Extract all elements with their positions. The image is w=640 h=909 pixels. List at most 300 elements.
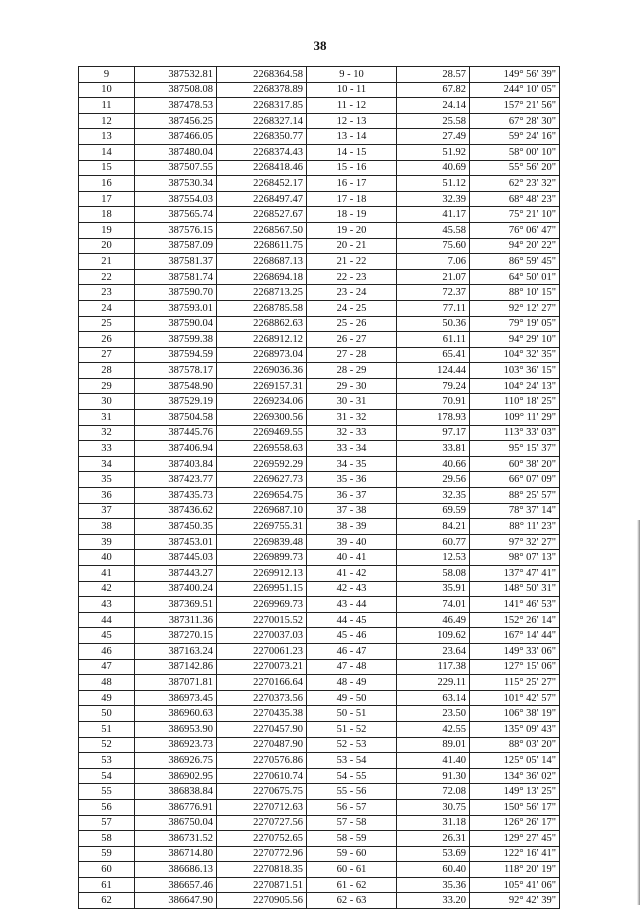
length-cell: 53.69 — [397, 846, 470, 862]
point-number-cell: 19 — [79, 222, 135, 238]
bearing-angle-cell: 92° 12' 27" — [470, 300, 560, 316]
y-coordinate-cell: 2268452.17 — [217, 176, 307, 192]
bearing-angle-cell: 105° 41' 06" — [470, 877, 560, 893]
x-coordinate-cell: 386953.90 — [135, 721, 217, 737]
segment-cell: 32 - 33 — [307, 425, 397, 441]
length-cell: 65.41 — [397, 347, 470, 363]
bearing-angle-cell: 88° 10' 15" — [470, 285, 560, 301]
segment-cell: 31 - 32 — [307, 410, 397, 426]
bearing-angle-cell: 127° 15' 06" — [470, 659, 560, 675]
table-row — [79, 441, 560, 457]
y-coordinate-cell: 2270905.56 — [217, 893, 307, 909]
y-coordinate-cell: 2268364.58 — [217, 67, 307, 83]
length-cell: 178.93 — [397, 410, 470, 426]
y-coordinate-cell: 2270675.75 — [217, 784, 307, 800]
segment-cell: 24 - 25 — [307, 300, 397, 316]
x-coordinate-cell: 387504.58 — [135, 410, 217, 426]
length-cell: 40.69 — [397, 160, 470, 176]
x-coordinate-cell: 387443.27 — [135, 566, 217, 582]
bearing-angle-cell: 148° 50' 31" — [470, 581, 560, 597]
x-coordinate-cell: 386973.45 — [135, 690, 217, 706]
length-cell: 23.50 — [397, 706, 470, 722]
bearing-angle-cell: 135° 09' 43" — [470, 721, 560, 737]
y-coordinate-cell: 2268418.46 — [217, 160, 307, 176]
y-coordinate-cell: 2268567.50 — [217, 222, 307, 238]
segment-cell: 36 - 37 — [307, 488, 397, 504]
y-coordinate-cell: 2270610.74 — [217, 768, 307, 784]
length-cell: 72.08 — [397, 784, 470, 800]
length-cell: 32.39 — [397, 191, 470, 207]
bearing-angle-cell: 60° 38' 20" — [470, 456, 560, 472]
y-coordinate-cell: 2270015.52 — [217, 612, 307, 628]
point-number-cell: 10 — [79, 82, 135, 98]
x-coordinate-cell: 387599.38 — [135, 332, 217, 348]
y-coordinate-cell: 2270772.96 — [217, 846, 307, 862]
point-number-cell: 33 — [79, 441, 135, 457]
length-cell: 79.24 — [397, 378, 470, 394]
bearing-angle-cell: 94° 20' 22" — [470, 238, 560, 254]
y-coordinate-cell: 2269654.75 — [217, 488, 307, 504]
point-number-cell: 38 — [79, 519, 135, 535]
point-number-cell: 35 — [79, 472, 135, 488]
table-row — [79, 347, 560, 363]
y-coordinate-cell: 2269558.63 — [217, 441, 307, 457]
y-coordinate-cell: 2269687.10 — [217, 503, 307, 519]
length-cell: 51.12 — [397, 176, 470, 192]
length-cell: 97.17 — [397, 425, 470, 441]
bearing-angle-cell: 88° 03' 20" — [470, 737, 560, 753]
point-number-cell: 54 — [79, 768, 135, 784]
point-number-cell: 40 — [79, 550, 135, 566]
point-number-cell: 60 — [79, 862, 135, 878]
bearing-angle-cell: 122° 16' 41" — [470, 846, 560, 862]
length-cell: 109.62 — [397, 628, 470, 644]
table-row — [79, 456, 560, 472]
x-coordinate-cell: 386686.13 — [135, 862, 217, 878]
x-coordinate-cell: 386838.84 — [135, 784, 217, 800]
point-number-cell: 50 — [79, 706, 135, 722]
segment-cell: 39 - 40 — [307, 534, 397, 550]
table-row — [79, 425, 560, 441]
segment-cell: 47 - 48 — [307, 659, 397, 675]
point-number-cell: 46 — [79, 643, 135, 659]
x-coordinate-cell: 387311.36 — [135, 612, 217, 628]
bearing-angle-cell: 150° 56' 17" — [470, 799, 560, 815]
segment-cell: 17 - 18 — [307, 191, 397, 207]
table-row — [79, 488, 560, 504]
bearing-angle-cell: 104° 32' 35" — [470, 347, 560, 363]
bearing-angle-cell: 64° 50' 01" — [470, 269, 560, 285]
point-number-cell: 27 — [79, 347, 135, 363]
table-row — [79, 612, 560, 628]
point-number-cell: 26 — [79, 332, 135, 348]
segment-cell: 51 - 52 — [307, 721, 397, 737]
table-row — [79, 332, 560, 348]
point-number-cell: 51 — [79, 721, 135, 737]
table-row — [79, 394, 560, 410]
y-coordinate-cell: 2270373.56 — [217, 690, 307, 706]
length-cell: 91.30 — [397, 768, 470, 784]
segment-cell: 35 - 36 — [307, 472, 397, 488]
segment-cell: 43 - 44 — [307, 597, 397, 613]
length-cell: 41.17 — [397, 207, 470, 223]
point-number-cell: 36 — [79, 488, 135, 504]
y-coordinate-cell: 2268687.13 — [217, 254, 307, 270]
y-coordinate-cell: 2269157.31 — [217, 378, 307, 394]
y-coordinate-cell: 2270712.63 — [217, 799, 307, 815]
length-cell: 229.11 — [397, 675, 470, 691]
table-row — [79, 285, 560, 301]
bearing-angle-cell: 106° 38' 19" — [470, 706, 560, 722]
y-coordinate-cell: 2268317.85 — [217, 98, 307, 114]
length-cell: 30.75 — [397, 799, 470, 815]
y-coordinate-cell: 2268785.58 — [217, 300, 307, 316]
segment-cell: 10 - 11 — [307, 82, 397, 98]
length-cell: 46.49 — [397, 612, 470, 628]
table-row — [79, 160, 560, 176]
segment-cell: 60 - 61 — [307, 862, 397, 878]
x-coordinate-cell: 387507.55 — [135, 160, 217, 176]
x-coordinate-cell: 387453.01 — [135, 534, 217, 550]
point-number-cell: 42 — [79, 581, 135, 597]
bearing-angle-cell: 59° 24' 16" — [470, 129, 560, 145]
x-coordinate-cell: 387369.51 — [135, 597, 217, 613]
bearing-angle-cell: 67° 28' 30" — [470, 113, 560, 129]
bearing-angle-cell: 95° 15' 37" — [470, 441, 560, 457]
x-coordinate-cell: 387445.76 — [135, 425, 217, 441]
length-cell: 31.18 — [397, 815, 470, 831]
segment-cell: 44 - 45 — [307, 612, 397, 628]
segment-cell: 37 - 38 — [307, 503, 397, 519]
segment-cell: 55 - 56 — [307, 784, 397, 800]
table-row — [79, 628, 560, 644]
segment-cell: 23 - 24 — [307, 285, 397, 301]
x-coordinate-cell: 387403.84 — [135, 456, 217, 472]
x-coordinate-cell: 387529.19 — [135, 394, 217, 410]
table-row — [79, 862, 560, 878]
point-number-cell: 55 — [79, 784, 135, 800]
length-cell: 35.36 — [397, 877, 470, 893]
point-number-cell: 34 — [79, 456, 135, 472]
x-coordinate-cell: 386750.04 — [135, 815, 217, 831]
y-coordinate-cell: 2270073.21 — [217, 659, 307, 675]
bearing-angle-cell: 66° 07' 09" — [470, 472, 560, 488]
table-row — [79, 721, 560, 737]
y-coordinate-cell: 2269627.73 — [217, 472, 307, 488]
x-coordinate-cell: 386960.63 — [135, 706, 217, 722]
segment-cell: 22 - 23 — [307, 269, 397, 285]
table-row — [79, 893, 560, 909]
segment-cell: 52 - 53 — [307, 737, 397, 753]
y-coordinate-cell: 2269951.15 — [217, 581, 307, 597]
x-coordinate-cell: 386776.91 — [135, 799, 217, 815]
segment-cell: 53 - 54 — [307, 753, 397, 769]
x-coordinate-cell: 386714.80 — [135, 846, 217, 862]
point-number-cell: 59 — [79, 846, 135, 862]
table-row — [79, 363, 560, 379]
x-coordinate-cell: 387163.24 — [135, 643, 217, 659]
y-coordinate-cell: 2268374.43 — [217, 144, 307, 160]
segment-cell: 15 - 16 — [307, 160, 397, 176]
point-number-cell: 45 — [79, 628, 135, 644]
table-row — [79, 269, 560, 285]
x-coordinate-cell: 387530.34 — [135, 176, 217, 192]
point-number-cell: 30 — [79, 394, 135, 410]
bearing-angle-cell: 78° 37' 14" — [470, 503, 560, 519]
x-coordinate-cell: 387445.03 — [135, 550, 217, 566]
segment-cell: 42 - 43 — [307, 581, 397, 597]
bearing-angle-cell: 101° 42' 57" — [470, 690, 560, 706]
length-cell: 117.38 — [397, 659, 470, 675]
length-cell: 45.58 — [397, 222, 470, 238]
y-coordinate-cell: 2270576.86 — [217, 753, 307, 769]
x-coordinate-cell: 387406.94 — [135, 441, 217, 457]
length-cell: 24.14 — [397, 98, 470, 114]
segment-cell: 25 - 26 — [307, 316, 397, 332]
bearing-angle-cell: 125° 05' 14" — [470, 753, 560, 769]
y-coordinate-cell: 2268350.77 — [217, 129, 307, 145]
length-cell: 21.07 — [397, 269, 470, 285]
bearing-angle-cell: 137° 47' 41" — [470, 566, 560, 582]
y-coordinate-cell: 2269839.48 — [217, 534, 307, 550]
x-coordinate-cell: 387587.09 — [135, 238, 217, 254]
segment-cell: 54 - 55 — [307, 768, 397, 784]
y-coordinate-cell: 2269469.55 — [217, 425, 307, 441]
y-coordinate-cell: 2268497.47 — [217, 191, 307, 207]
length-cell: 60.77 — [397, 534, 470, 550]
segment-cell: 62 - 63 — [307, 893, 397, 909]
y-coordinate-cell: 2268611.75 — [217, 238, 307, 254]
point-number-cell: 53 — [79, 753, 135, 769]
length-cell: 77.11 — [397, 300, 470, 316]
y-coordinate-cell: 2268713.25 — [217, 285, 307, 301]
x-coordinate-cell: 387466.05 — [135, 129, 217, 145]
bearing-angle-cell: 76° 06' 47" — [470, 222, 560, 238]
x-coordinate-cell: 387480.04 — [135, 144, 217, 160]
point-number-cell: 44 — [79, 612, 135, 628]
length-cell: 63.14 — [397, 690, 470, 706]
table-row — [79, 254, 560, 270]
coordinates-table-body — [79, 67, 560, 909]
segment-cell: 13 - 14 — [307, 129, 397, 145]
point-number-cell: 52 — [79, 737, 135, 753]
page-number: 38 — [313, 38, 327, 53]
point-number-cell: 9 — [79, 67, 135, 83]
length-cell: 12.53 — [397, 550, 470, 566]
y-coordinate-cell: 2270037.03 — [217, 628, 307, 644]
length-cell: 74.01 — [397, 597, 470, 613]
bearing-angle-cell: 152° 26' 14" — [470, 612, 560, 628]
bearing-angle-cell: 244° 10' 05" — [470, 82, 560, 98]
y-coordinate-cell: 2268862.63 — [217, 316, 307, 332]
length-cell: 70.91 — [397, 394, 470, 410]
segment-cell: 57 - 58 — [307, 815, 397, 831]
point-number-cell: 62 — [79, 893, 135, 909]
segment-cell: 56 - 57 — [307, 799, 397, 815]
segment-cell: 45 - 46 — [307, 628, 397, 644]
x-coordinate-cell: 387576.15 — [135, 222, 217, 238]
segment-cell: 26 - 27 — [307, 332, 397, 348]
bearing-angle-cell: 134° 36' 02" — [470, 768, 560, 784]
bearing-angle-cell: 94° 29' 10" — [470, 332, 560, 348]
x-coordinate-cell: 386647.90 — [135, 893, 217, 909]
table-row — [79, 768, 560, 784]
x-coordinate-cell: 387554.03 — [135, 191, 217, 207]
table-row — [79, 597, 560, 613]
x-coordinate-cell: 387450.35 — [135, 519, 217, 535]
x-coordinate-cell: 387142.86 — [135, 659, 217, 675]
point-number-cell: 24 — [79, 300, 135, 316]
table-row — [79, 566, 560, 582]
table-row — [79, 846, 560, 862]
length-cell: 51.92 — [397, 144, 470, 160]
table-row — [79, 675, 560, 691]
point-number-cell: 14 — [79, 144, 135, 160]
table-row — [79, 129, 560, 145]
point-number-cell: 56 — [79, 799, 135, 815]
bearing-angle-cell: 88° 25' 57" — [470, 488, 560, 504]
x-coordinate-cell: 387593.01 — [135, 300, 217, 316]
point-number-cell: 15 — [79, 160, 135, 176]
x-coordinate-cell: 387436.62 — [135, 503, 217, 519]
table-row — [79, 534, 560, 550]
bearing-angle-cell: 149° 13' 25" — [470, 784, 560, 800]
table-row — [79, 300, 560, 316]
point-number-cell: 49 — [79, 690, 135, 706]
segment-cell: 34 - 35 — [307, 456, 397, 472]
length-cell: 35.91 — [397, 581, 470, 597]
segment-cell: 27 - 28 — [307, 347, 397, 363]
point-number-cell: 57 — [79, 815, 135, 831]
table-row — [79, 316, 560, 332]
coordinates-table — [78, 66, 560, 909]
bearing-angle-cell: 98° 07' 13" — [470, 550, 560, 566]
bearing-angle-cell: 97° 32' 27" — [470, 534, 560, 550]
point-number-cell: 61 — [79, 877, 135, 893]
point-number-cell: 32 — [79, 425, 135, 441]
table-row — [79, 503, 560, 519]
x-coordinate-cell: 387581.37 — [135, 254, 217, 270]
y-coordinate-cell: 2270457.90 — [217, 721, 307, 737]
y-coordinate-cell: 2269234.06 — [217, 394, 307, 410]
table-row — [79, 815, 560, 831]
point-number-cell: 13 — [79, 129, 135, 145]
table-row — [79, 643, 560, 659]
x-coordinate-cell: 387578.17 — [135, 363, 217, 379]
length-cell: 27.49 — [397, 129, 470, 145]
x-coordinate-cell: 386731.52 — [135, 831, 217, 847]
segment-cell: 14 - 15 — [307, 144, 397, 160]
y-coordinate-cell: 2270435.38 — [217, 706, 307, 722]
bearing-angle-cell: 109° 11' 29" — [470, 410, 560, 426]
y-coordinate-cell: 2270166.64 — [217, 675, 307, 691]
table-row — [79, 222, 560, 238]
length-cell: 84.21 — [397, 519, 470, 535]
table-row — [79, 753, 560, 769]
table-row — [79, 799, 560, 815]
point-number-cell: 48 — [79, 675, 135, 691]
table-row — [79, 82, 560, 98]
table-row — [79, 144, 560, 160]
length-cell: 61.11 — [397, 332, 470, 348]
x-coordinate-cell: 387400.24 — [135, 581, 217, 597]
table-row — [79, 176, 560, 192]
segment-cell: 50 - 51 — [307, 706, 397, 722]
point-number-cell: 41 — [79, 566, 135, 582]
x-coordinate-cell: 387532.81 — [135, 67, 217, 83]
point-number-cell: 21 — [79, 254, 135, 270]
y-coordinate-cell: 2269969.73 — [217, 597, 307, 613]
segment-cell: 11 - 12 — [307, 98, 397, 114]
table-row — [79, 238, 560, 254]
segment-cell: 40 - 41 — [307, 550, 397, 566]
y-coordinate-cell: 2268378.89 — [217, 82, 307, 98]
bearing-angle-cell: 55° 56' 20" — [470, 160, 560, 176]
segment-cell: 61 - 62 — [307, 877, 397, 893]
table-row — [79, 519, 560, 535]
bearing-angle-cell: 115° 25' 27" — [470, 675, 560, 691]
segment-cell: 29 - 30 — [307, 378, 397, 394]
bearing-angle-cell: 118° 20' 19" — [470, 862, 560, 878]
bearing-angle-cell: 88° 11' 23" — [470, 519, 560, 535]
length-cell: 67.82 — [397, 82, 470, 98]
bearing-angle-cell: 86° 59' 45" — [470, 254, 560, 270]
y-coordinate-cell: 2268694.18 — [217, 269, 307, 285]
table-row — [79, 410, 560, 426]
segment-cell: 28 - 29 — [307, 363, 397, 379]
bearing-angle-cell: 58° 00' 10" — [470, 144, 560, 160]
segment-cell: 58 - 59 — [307, 831, 397, 847]
bearing-angle-cell: 79° 19' 05" — [470, 316, 560, 332]
segment-cell: 48 - 49 — [307, 675, 397, 691]
length-cell: 23.64 — [397, 643, 470, 659]
bearing-angle-cell: 157° 21' 56" — [470, 98, 560, 114]
x-coordinate-cell: 387590.04 — [135, 316, 217, 332]
y-coordinate-cell: 2268327.14 — [217, 113, 307, 129]
point-number-cell: 12 — [79, 113, 135, 129]
point-number-cell: 25 — [79, 316, 135, 332]
point-number-cell: 16 — [79, 176, 135, 192]
table-row — [79, 706, 560, 722]
x-coordinate-cell: 387071.81 — [135, 675, 217, 691]
point-number-cell: 39 — [79, 534, 135, 550]
length-cell: 40.66 — [397, 456, 470, 472]
segment-cell: 30 - 31 — [307, 394, 397, 410]
table-row — [79, 581, 560, 597]
x-coordinate-cell: 387548.90 — [135, 378, 217, 394]
x-coordinate-cell: 387423.77 — [135, 472, 217, 488]
point-number-cell: 58 — [79, 831, 135, 847]
length-cell: 42.55 — [397, 721, 470, 737]
length-cell: 26.31 — [397, 831, 470, 847]
table-row — [79, 98, 560, 114]
length-cell: 25.58 — [397, 113, 470, 129]
y-coordinate-cell: 2270818.35 — [217, 862, 307, 878]
point-number-cell: 28 — [79, 363, 135, 379]
x-coordinate-cell: 387594.59 — [135, 347, 217, 363]
table-row — [79, 378, 560, 394]
point-number-cell: 43 — [79, 597, 135, 613]
table-row — [79, 472, 560, 488]
y-coordinate-cell: 2269755.31 — [217, 519, 307, 535]
y-coordinate-cell: 2268912.12 — [217, 332, 307, 348]
y-coordinate-cell: 2269912.13 — [217, 566, 307, 582]
length-cell: 72.37 — [397, 285, 470, 301]
x-coordinate-cell: 386923.73 — [135, 737, 217, 753]
table-row — [79, 191, 560, 207]
point-number-cell: 47 — [79, 659, 135, 675]
length-cell: 7.06 — [397, 254, 470, 270]
